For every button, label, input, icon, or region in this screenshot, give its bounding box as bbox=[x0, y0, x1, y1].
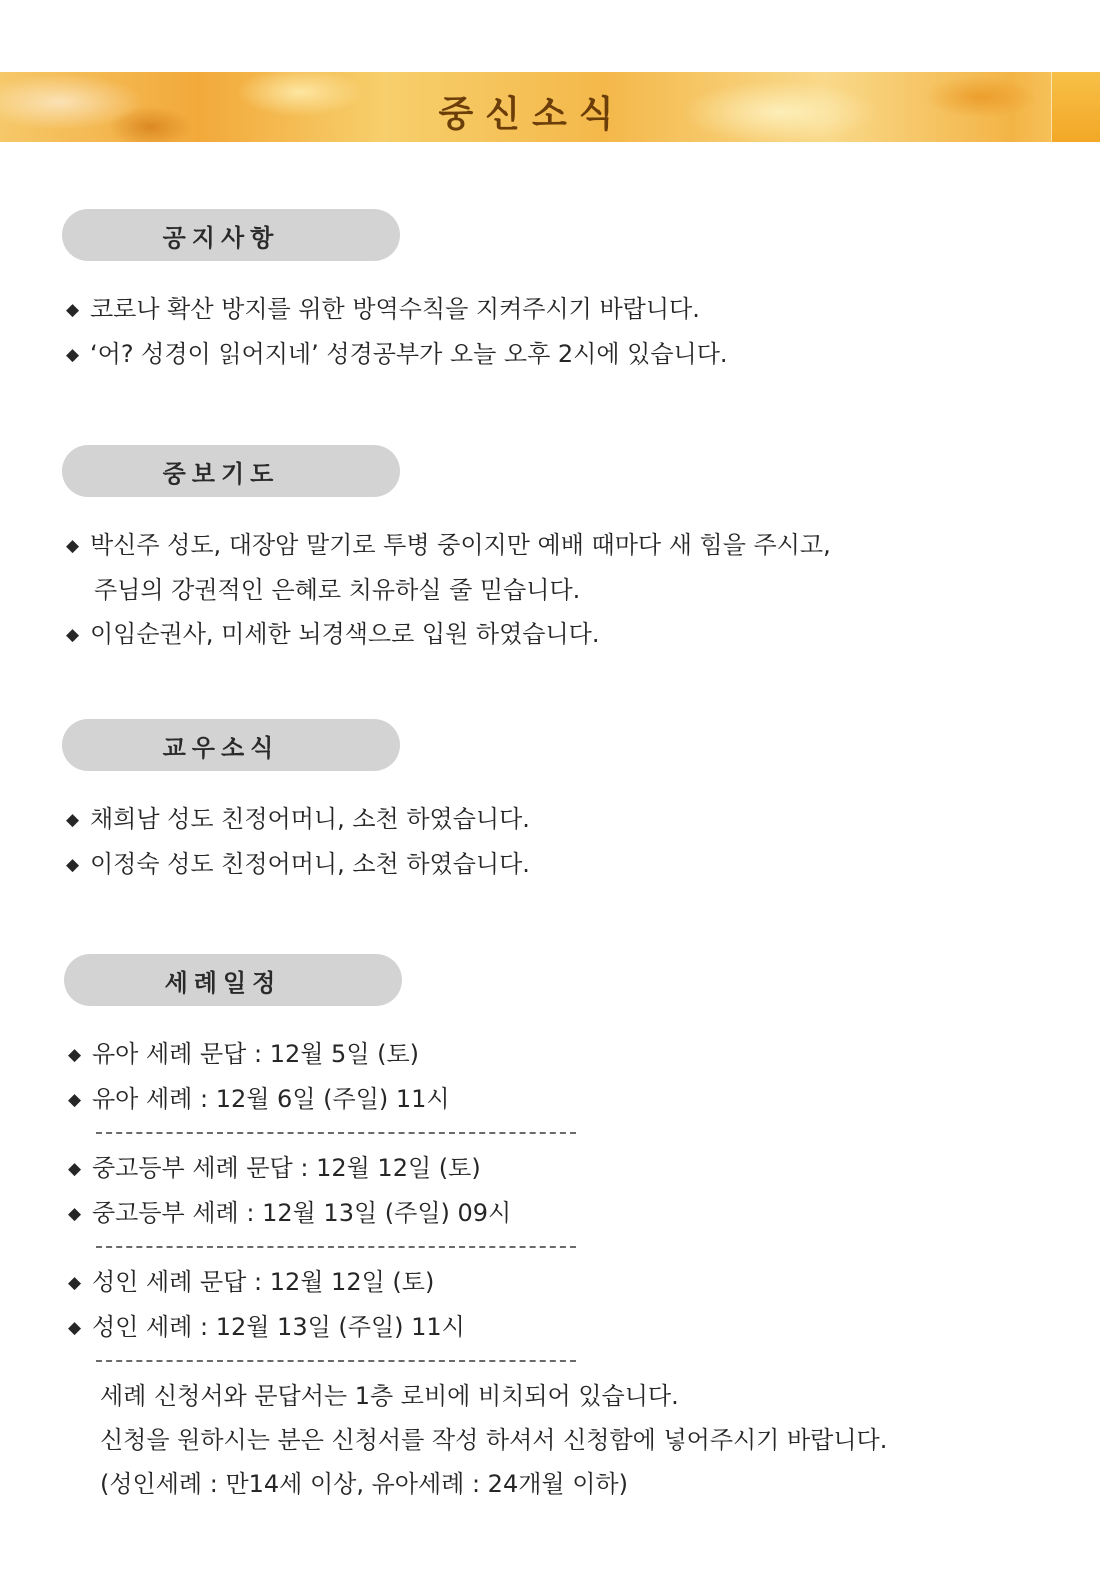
section-member-news bbox=[62, 719, 1022, 887]
diamond-bullet-icon: ◆ bbox=[68, 1318, 82, 1338]
list-item: ◆ 성인 세례 : 12월 13일 (주일) 11시 bbox=[68, 1305, 1024, 1350]
banner-edge-decoration bbox=[1051, 72, 1100, 142]
notice-list bbox=[66, 287, 1022, 377]
list-item: ◆ 박신주 성도, 대장암 말기로 투병 중이지만 예배 때마다 새 힘을 주시고, bbox=[66, 523, 1022, 568]
member-news-list bbox=[66, 797, 1022, 887]
list-item: ◆ 중고등부 세례 : 12월 13일 (주일) 09시 bbox=[68, 1191, 1024, 1236]
note-line: (성인세례 : 만14세 이상, 유아세례 : 24개월 이하) bbox=[100, 1470, 628, 1498]
diamond-bullet-icon: ◆ bbox=[68, 1204, 82, 1224]
diamond-bullet-icon: ◆ bbox=[68, 1159, 82, 1179]
diamond-bullet-icon: ◆ bbox=[68, 1045, 82, 1065]
section-title-prayer: 중보기도 bbox=[62, 445, 400, 497]
diamond-bullet-icon: ◆ bbox=[68, 1273, 82, 1293]
baptism-group-adult bbox=[68, 1260, 1024, 1350]
list-item: ◆ 코로나 확산 방지를 위한 방역수칙을 지켜주시기 바랍니다. bbox=[66, 287, 1022, 332]
section-title-baptism: 세례일정 bbox=[64, 954, 402, 1006]
list-item: ◆ 이임순권사, 미세한 뇌경색으로 입원 하였습니다. bbox=[66, 612, 1022, 657]
list-item: ◆ 이정숙 성도 친정어머니, 소천 하였습니다. bbox=[66, 842, 1022, 887]
section-baptism-schedule bbox=[64, 954, 1024, 1506]
list-item: ◆ 중고등부 세례 문답 : 12월 12일 (토) bbox=[68, 1146, 1024, 1191]
diamond-bullet-icon: ◆ bbox=[66, 300, 80, 320]
list-item: ◆ 유아 세례 문답 : 12월 5일 (토) bbox=[68, 1032, 1024, 1077]
prayer-list bbox=[66, 523, 1022, 657]
baptism-notes bbox=[100, 1374, 1024, 1506]
section-prayer bbox=[62, 445, 1022, 657]
list-item: ◆ 성인 세례 문답 : 12월 12일 (토) bbox=[68, 1260, 1024, 1305]
section-title-member-news: 교우소식 bbox=[62, 719, 400, 771]
note-line: 신청을 원하시는 분은 신청서를 작성 하셔서 신청함에 넣어주시기 바랍니다. bbox=[100, 1426, 888, 1454]
section-title-notices: 공지사항 bbox=[62, 209, 400, 261]
baptism-group-youth bbox=[68, 1146, 1024, 1236]
list-item: ◆ 유아 세례 : 12월 6일 (주일) 11시 bbox=[68, 1077, 1024, 1122]
header-banner bbox=[0, 72, 1100, 142]
diamond-bullet-icon: ◆ bbox=[66, 345, 80, 365]
diamond-bullet-icon: ◆ bbox=[66, 625, 80, 645]
section-notices bbox=[62, 209, 1022, 377]
diamond-bullet-icon: ◆ bbox=[66, 536, 80, 556]
list-item: ◆ 채희남 성도 친정어머니, 소천 하였습니다. bbox=[66, 797, 1022, 842]
note-line: 세례 신청서와 문답서는 1층 로비에 비치되어 있습니다. bbox=[100, 1382, 679, 1410]
dashed-divider bbox=[96, 1246, 576, 1248]
page-title: 중신소식 bbox=[438, 94, 626, 135]
list-item-continuation: 주님의 강권적인 은혜로 치유하실 줄 믿습니다. bbox=[94, 576, 581, 604]
dashed-divider bbox=[96, 1360, 576, 1362]
list-item: ◆ ‘어? 성경이 읽어지네’ 성경공부가 오늘 오후 2시에 있습니다. bbox=[66, 332, 1022, 377]
diamond-bullet-icon: ◆ bbox=[68, 1090, 82, 1110]
baptism-group-infant bbox=[68, 1032, 1024, 1122]
dashed-divider bbox=[96, 1132, 576, 1134]
diamond-bullet-icon: ◆ bbox=[66, 855, 80, 875]
diamond-bullet-icon: ◆ bbox=[66, 810, 80, 830]
